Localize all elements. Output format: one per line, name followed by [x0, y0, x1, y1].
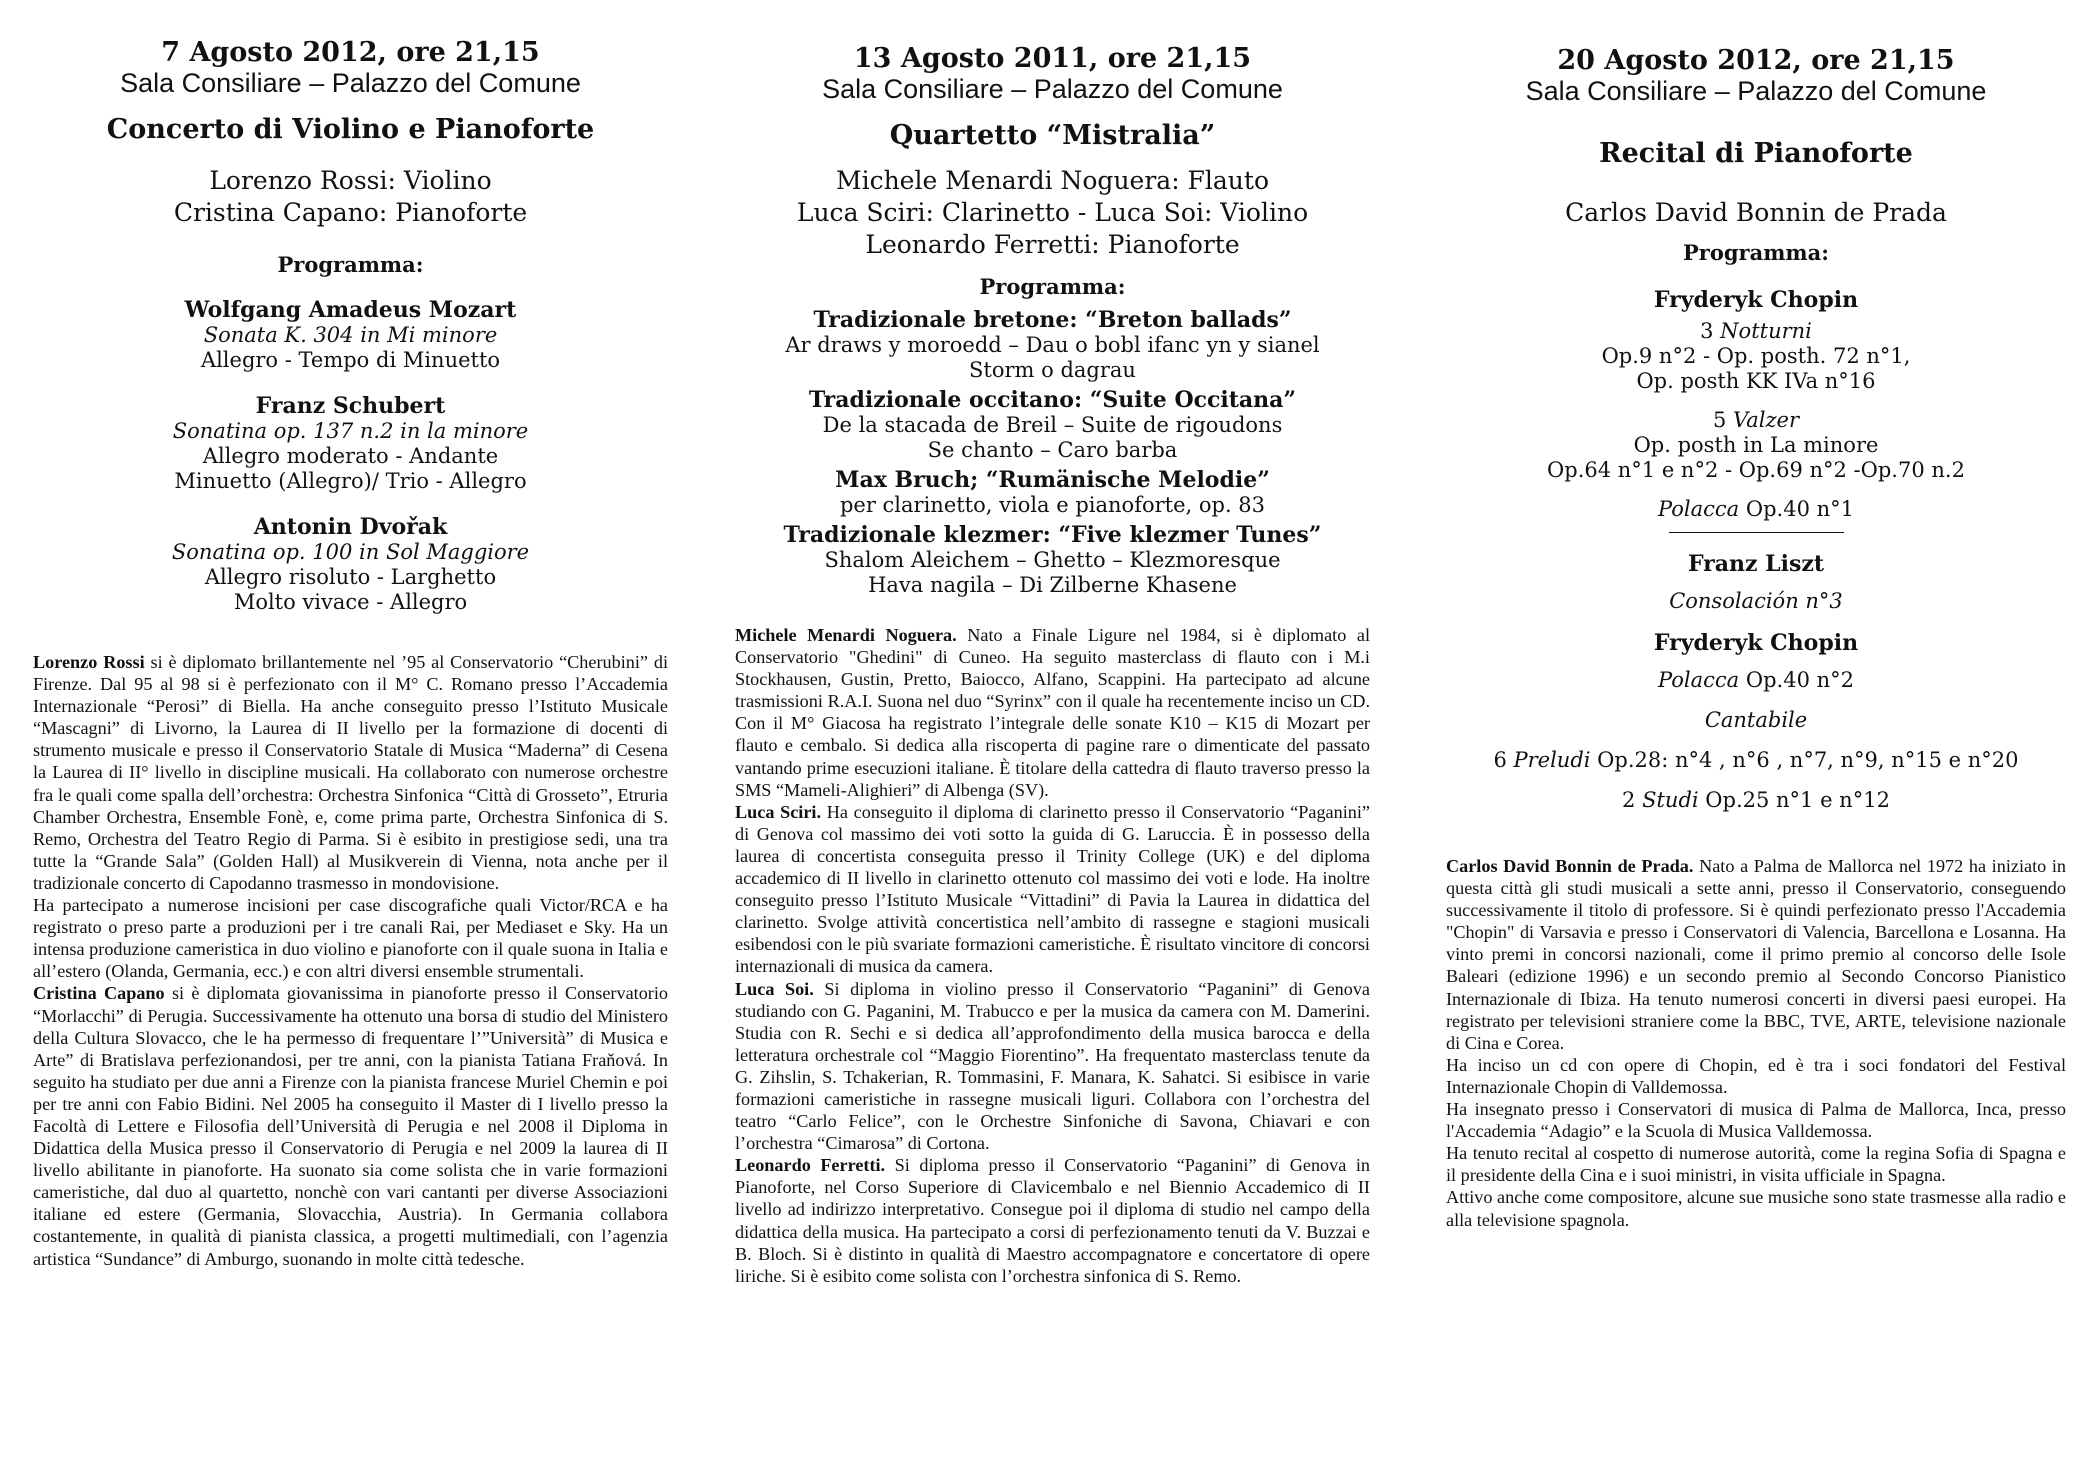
performers [33, 165, 668, 229]
performers [735, 165, 1370, 261]
opus-line: Op. posth KK IVa n°16 [1636, 369, 1876, 393]
concert-title: Recital di Pianoforte [1599, 138, 1913, 169]
concert-title: Concerto di Violino e Pianoforte [106, 114, 595, 145]
program-piece [33, 393, 668, 494]
work-count: 2 [1622, 788, 1643, 812]
performer: Cristina Capano: Pianoforte [173, 198, 528, 227]
bio-name: Lorenzo Rossi [33, 652, 145, 672]
performer: Luca Sciri: Clarinetto - Luca Soi: Violino [796, 198, 1309, 227]
work-notturni [1446, 319, 2066, 344]
opus-line: Op.64 n°1 e n°2 - Op.69 n°2 -Op.70 n.2 [1547, 458, 1965, 482]
concert-date: 7 Agosto 2012, ore 21,15 [161, 37, 540, 68]
movement: Molto vivace - Allegro [233, 590, 468, 614]
bio-text: si è diplomato brillantemente nel ’95 al Conservatorio “Cherubini” di Firenze. Dal 95 al 98 si è perfezionato con il M° C. Romano presso l’Accademia Internazionale “Perosi” di Biella. Ha anche conseguito presso l’Istituto Musicale “Mascagni” di Livorno, la Laurea di II livello per la formazione di docenti di strumento musicale e presso il Conservatorio Statale di Musica “Maderna” di Cesena la Laurea di II° livello in discipline musicali. Ha collaborato con numerose orchestre fra le quali come spalla dell’orchestra: Orchestra Sinfonica “Città di Grosseto”, Etruria Chamber Orchestra, Ensemble Fonè, e, come prima parte, Orchestra Sinfonica di S. Remo, Orchestra del Teatro Regio di Parma. Si è esibito in prestigiose sedi, una tra tutte la “Grande Sala” (Golden Hall) al Musikverein di Vienna, nota anche per il tradizionale concerto di Capodanno trasmesso in mondovisione. [33, 652, 668, 893]
program-piece [735, 467, 1370, 518]
composer: Fryderyk Chopin [1653, 287, 1859, 313]
performer: Leonardo Ferretti: Pianoforte [865, 230, 1240, 259]
work-title: Cantabile [1704, 708, 1808, 732]
composer: Antonin Dvořak [253, 514, 448, 540]
work-count: 3 [1700, 319, 1721, 343]
bio-text: Attivo anche come compositore, alcune sue musiche sono state trasmesse alla radio e alla televisione spagnola. [1446, 1187, 2066, 1230]
work-polacca [1446, 497, 2066, 522]
work-title: Polacca [1658, 497, 1740, 521]
opus: Op.25 n°1 e n°12 [1698, 788, 1890, 812]
bio-paragraph [1446, 1142, 2066, 1186]
opus: Op.28: n°4 , n°6 , n°7, n°9, n°15 e n°20 [1590, 748, 2019, 772]
concert-column-2 [735, 44, 1370, 1287]
work-count: 6 [1493, 748, 1514, 772]
composer: Franz Liszt [1687, 551, 1825, 577]
opus: Op.40 n°1 [1739, 497, 1854, 521]
composer: Tradizionale klezmer: “Five klezmer Tunes” [783, 522, 1322, 548]
movement: Minuetto (Allegro)/ Trio - Allegro [174, 469, 527, 493]
bio-paragraph [1446, 1186, 2066, 1230]
movement: Allegro moderato - Andante [202, 444, 499, 468]
bio-name: Luca Soi. [735, 978, 814, 999]
bio-name: Leonardo Ferretti. [735, 1155, 886, 1176]
work-studi [1446, 788, 2066, 813]
performer: Carlos David Bonnin de Prada [1565, 198, 1947, 227]
bio-paragraph [735, 1154, 1370, 1287]
program-piece [735, 522, 1370, 598]
work-title: Sonatina op. 137 n.2 in la minore [172, 419, 529, 443]
concert-date: 13 Agosto 2011, ore 21,15 [853, 43, 1252, 74]
bio-paragraph [1446, 855, 2066, 1054]
work-title: Studi [1642, 788, 1699, 812]
divider-line [1669, 532, 1844, 533]
opus: Op.40 n°2 [1739, 668, 1854, 692]
bio-text: Ha insegnato presso i Conservatori di musica di Palma de Mallorca, Inca, presso l'Accademia “Adagio” e la Scuola di Musica Valldemossa. [1446, 1099, 2066, 1142]
bio-paragraph [1446, 1054, 2066, 1098]
bio-text: Si diploma presso il Conservatorio “Paganini” di Genova in Pianoforte, nel Corso Superiore di Clavicembalo e nel Biennio Accademico di II livello ad indirizzo interpretativo. Consegue poi il diploma di studio nel campo della didattica della musica. Ha partecipato a corsi di perfezionamento tenuti da V. Buzzai e B. Bloch. Si è distinto in qualità di Maestro accompagnatore e concertatore di opere liriche. Si è esibito come solista con l’orchestra sinfonica di S. Remo. [735, 1155, 1370, 1286]
concert-column-3 [1446, 46, 2066, 1231]
program-heading: Programma: [277, 252, 424, 277]
piece-line: Ar draws y moroedd – Dau o bobl ifanc yn y sianel [785, 333, 1320, 357]
composer: Tradizionale bretone: “Breton ballads” [813, 307, 1292, 333]
piece-line: Shalom Aleichem – Ghetto – Klezmoresque [824, 548, 1281, 572]
program-heading: Programma: [979, 274, 1126, 299]
bio-name: Cristina Capano [33, 983, 165, 1004]
work-count: 5 [1712, 408, 1734, 432]
program-heading: Programma: [1682, 240, 1829, 265]
bio-paragraph [735, 978, 1370, 1155]
concert-date: 20 Agosto 2012, ore 21,15 [1557, 45, 1955, 76]
bio-text: si è diplomata giovanissima in pianoforte presso il Conservatorio “Morlacchi” di Perugia. Successivamente ha ottenuto una borsa di studio del Ministero della Cultura Slovacco, che le ha permesso di frequentare l’”Università” di Musica e Arte” di Bratislava perfezionandosi, per tre anni, con la pianista Tatiana Fraňová. In seguito ha studiato per due anni a Firenze con la pianista francese Muriel Chemin e poi per tre anni con Fabio Bidini. Nel 2005 ha conseguito il Master di I livello presso la Facoltà di Lettere e Filosofia dell’Università di Perugia e nel 2008 il Diploma in Didattica della Musica presso il Conservatorio di Perugia e nel 2009 la laurea di II livello abilitante in pianoforte. Ha suonato sia come solista che in varie formazioni cameristiche, dal duo al quartetto, nonchè con vari cantanti per diverse Associazioni italiane ed estere (Germania, Slovacchia, Austria). In Germania collabora costantemente, in qualità di pianista classica, a progetti multimediali, con l’agenzia artistica “Sundance” di Amburgo, suonando in molte città tedesche. [33, 983, 668, 1269]
biographies [33, 651, 668, 1270]
bio-text: Ha partecipato a numerose incisioni per case discografiche quali Victor/RCA e ha registrato o preso parte a produzioni per i tre canali Rai, per Mediaset e Sky. Ha un intensa produzione cameristica in duo violino e pianoforte con il quale suona in Italia e all’estero (Olanda, Germania, ecc.) e con altri diversi ensemble strumentali. [33, 895, 668, 982]
bio-name: Luca Sciri. [735, 801, 822, 822]
concert-column-1 [33, 38, 668, 1270]
opus-line: Op. posth in La minore [1633, 433, 1879, 457]
piece-line: per clarinetto, viola e pianoforte, op. 83 [839, 493, 1266, 517]
program-piece [735, 307, 1370, 383]
movement: Allegro - Tempo di Minuetto [200, 348, 501, 372]
bio-paragraph [33, 894, 668, 982]
work-title: Preludi [1513, 748, 1591, 772]
bio-paragraph [735, 801, 1370, 978]
bio-paragraph [735, 624, 1370, 801]
work-title: Notturni [1720, 319, 1812, 343]
biographies [1446, 855, 2066, 1231]
concert-venue: Sala Consiliare – Palazzo del Comune [1525, 76, 1987, 106]
piece-line: Se chanto – Caro barba [927, 438, 1178, 462]
bio-text: Si diploma in violino presso il Conservatorio “Paganini” di Genova studiando con G. Paganini, M. Trabucco e per la musica da camera con M. Damerini. Studia con R. Sechi e si dedica all’approfondimento della musica barocca e della letteratura orchestrale col “Maggio Fiorentino”. Ha frequentato masterclass tenute da G. Zihslin, S. Tchakerian, R. Tommasini, F. Manara, K. Sahatci. Si esibisce in varie formazioni cameristiche in rassegne musicali liguri. Collabora con l’orchestra del teatro “Carlo Felice”, con le Orchestre Sinfoniche di Savona, Chiavari e con l’orchestra “Cimarosa” di Cortona. [735, 978, 1370, 1154]
work-title: Sonata K. 304 in Mi minore [203, 323, 498, 347]
bio-paragraph [33, 982, 668, 1269]
composer: Fryderyk Chopin [1653, 630, 1859, 656]
bio-text: Ha inciso un cd con opere di Chopin, ed è tra i soci fondatori del Festival Internazionale Chopin di Valldemossa. [1446, 1054, 2066, 1097]
biographies [735, 624, 1370, 1287]
composer: Wolfgang Amadeus Mozart [184, 297, 517, 323]
work-title: Polacca [1658, 668, 1740, 692]
work-valzer [1446, 408, 2066, 433]
concert-venue: Sala Consiliare – Palazzo del Comune [822, 74, 1283, 104]
work-title: Consolación n°3 [1669, 589, 1843, 613]
bio-name: Michele Menardi Noguera. [735, 625, 957, 645]
composer: Franz Schubert [255, 393, 446, 419]
work-preludi [1446, 748, 2066, 773]
piece-line: Hava nagila – Di Zilberne Khasene [868, 573, 1237, 597]
composer: Max Bruch; “Rumänische Melodie” [835, 467, 1270, 493]
movement: Allegro risoluto - Larghetto [204, 565, 497, 589]
piece-line: De la stacada de Breil – Suite de rigoudons [822, 413, 1283, 437]
work-polacca [1446, 668, 2066, 693]
composer: Tradizionale occitano: “Suite Occitana” [808, 387, 1297, 413]
bio-name: Carlos David Bonnin de Prada. [1446, 856, 1694, 876]
opus-line: Op.9 n°2 - Op. posth. 72 n°1, [1601, 344, 1911, 368]
concert-title: Quartetto “Mistralia” [889, 120, 1216, 151]
bio-text: Ha conseguito il diploma di clarinetto presso il Conservatorio “Paganini” di Genova col massimo dei voti sotto la guida di G. Laruccia. È in possesso della laurea di concertista conseguita presso il Trinity College (UK) e del diploma accademico di II livello in clarinetto ottenuto col massimo dei voti e lode. Ha inoltre conseguito presso l’Istituto Musicale “Vittadini” di Pavia la Laurea in didattica del clarinetto. Svolge attività concertistica nell’ambito di rassegne e stagioni musicali esibendosi con le più svariate formazioni cameristiche. È risultato vincitore di concorsi internazionali di musica da camera. [735, 801, 1370, 977]
bio-text: Nato a Palma de Mallorca nel 1972 ha iniziato in questa città gli studi musicali a sette anni, presso il Conservatorio, conseguendo successivamente il titolo di professore. Si è quindi perfezionato presso l'Accademia "Chopin" di Varsavia e presso i Conservatori di Valencia, Barcellona e Losanna. Ha vinto premi in concorsi nazionali, come il primo premio al concorso delle Isole Baleari (edizione 1996) e un secondo premio al Secondo Concorso Pianistico Internazionale di Ibiza. Ha tenuto numerosi concerti in diversi paesi europei. Ha registrato per televisioni straniere come la BBC, TVE, ARTE, televisione nazionale di Cina e Corea. [1446, 856, 2067, 1053]
bio-text: Nato a Finale Ligure nel 1984, si è diplomato al Conservatorio "Ghedini" di Cuneo. Ha seguito masterclass di flauto con i M.i Stockhausen, Gustin, Pretto, Baiocco, Alfano, Scappini. Ha partecipato ad alcune trasmissioni R.A.I. Suona nel duo “Syrinx” con il quale ha recentemente inciso un CD. Con il M° Giacosa ha registrato l’integrale delle sonate K10 – K15 di Mozart per flauto e cembalo. Si dedica alla riscoperta di pagine rare o dimenticate del passato vantando prime esecuzioni italiane. È titolare della cattedra di flauto traverso presso la SMS “Mameli-Alighieri” di Albenga (SV). [735, 625, 1371, 800]
piece-line: Storm o dagrau [969, 358, 1136, 382]
program-piece [735, 387, 1370, 463]
program-piece [33, 297, 668, 373]
work-title: Sonatina op. 100 in Sol Maggiore [171, 540, 530, 564]
bio-paragraph [1446, 1098, 2066, 1142]
program-piece [33, 514, 668, 615]
performer: Lorenzo Rossi: Violino [209, 166, 492, 195]
bio-paragraph [33, 651, 668, 894]
performer: Michele Menardi Noguera: Flauto [835, 166, 1270, 195]
concert-venue: Sala Consiliare – Palazzo del Comune [120, 68, 581, 98]
work-title: Valzer [1733, 408, 1800, 432]
bio-text: Ha tenuto recital al cospetto di numerose autorità, come la regina Sofia di Spagna e il presidente della Cina e i suoi ministri, in visita ufficiale in Spagna. [1446, 1143, 2066, 1186]
